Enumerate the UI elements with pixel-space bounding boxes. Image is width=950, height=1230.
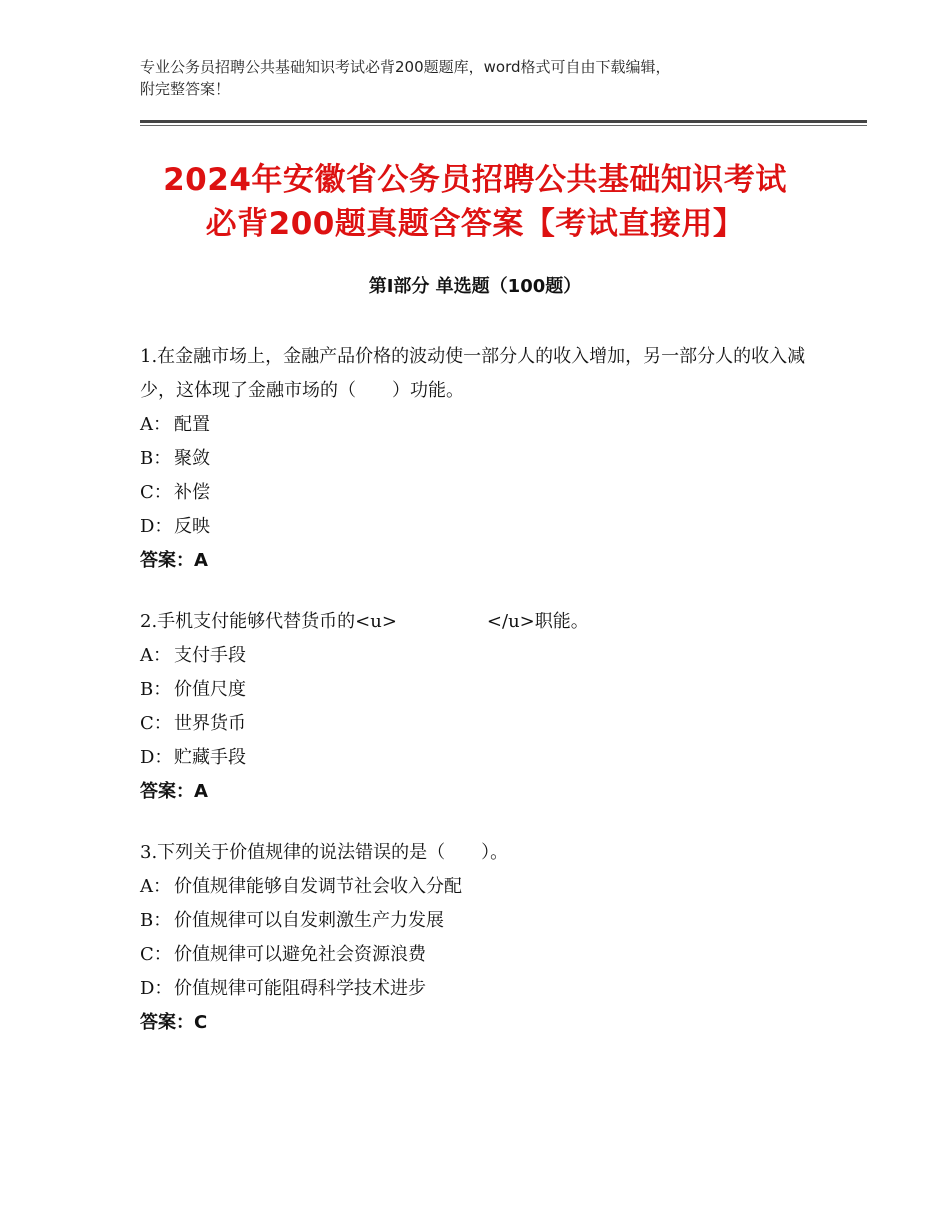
question-list [140, 340, 820, 1067]
option-b [140, 904, 820, 938]
option-b [140, 673, 820, 707]
option-a [140, 870, 820, 904]
option-b [140, 442, 820, 476]
document-title-line-1: 2024年安徽省公务员招聘公共基础知识考试 [163, 162, 787, 198]
header-note-line-2: 附完整答案！ [140, 80, 231, 98]
section-title: 第Ⅰ部分 单选题（100题） [368, 276, 582, 297]
answer-line: 答案：A [140, 781, 208, 802]
option-letter: A： [140, 876, 171, 897]
option-c [140, 476, 820, 510]
option-text: 价值规律可以自发刺激生产力发展 [174, 910, 444, 931]
question-stem: 3.下列关于价值规律的说法错误的是（ ）。 [140, 842, 509, 863]
header-note-line-1: 专业公务员招聘公共基础知识考试必背200题题库，word格式可自由下载编辑， [140, 58, 671, 76]
question-stem: 1.在金融市场上，金融产品价格的波动使一部分人的收入增加，另一部分人的收入减少，这体现了金融市场的（ ）功能。 [140, 346, 806, 401]
question-2 [140, 605, 820, 809]
question-stem: 2.手机支付能够代替货币的<u> </u>职能。 [140, 611, 589, 632]
option-letter: B： [140, 910, 172, 931]
option-letter: C： [140, 713, 172, 734]
document-title [100, 158, 850, 246]
document-title-line-2: 必背200题真题含答案【考试直接用】 [205, 206, 745, 242]
header-divider-thick [140, 120, 867, 123]
option-text: 价值规律可能阻碍科学技术进步 [174, 978, 426, 999]
option-letter: B： [140, 448, 172, 469]
question-3 [140, 836, 820, 1040]
option-text: 世界货币 [174, 713, 246, 734]
option-c [140, 938, 820, 972]
option-text: 配置 [174, 414, 210, 435]
option-text: 支付手段 [174, 645, 246, 666]
option-letter: C： [140, 944, 172, 965]
option-text: 价值规律能够自发调节社会收入分配 [174, 876, 462, 897]
option-d [140, 972, 820, 1006]
option-text: 贮藏手段 [174, 747, 246, 768]
option-letter: A： [140, 414, 171, 435]
option-letter: D： [140, 978, 173, 999]
option-a [140, 408, 820, 442]
option-text: 反映 [174, 516, 210, 537]
option-c [140, 707, 820, 741]
question-1 [140, 340, 820, 578]
option-d [140, 741, 820, 775]
option-letter: D： [140, 747, 173, 768]
option-letter: B： [140, 679, 172, 700]
option-text: 补偿 [174, 482, 210, 503]
option-letter: D： [140, 516, 173, 537]
option-letter: C： [140, 482, 172, 503]
option-text: 价值尺度 [174, 679, 246, 700]
option-text: 聚敛 [174, 448, 210, 469]
answer-line: 答案：C [140, 1012, 208, 1033]
answer-line: 答案：A [140, 550, 208, 571]
option-d [140, 510, 820, 544]
option-a [140, 639, 820, 673]
option-text: 价值规律可以避免社会资源浪费 [174, 944, 426, 965]
header-note [140, 56, 840, 100]
option-letter: A： [140, 645, 171, 666]
header-divider-thin [140, 125, 867, 126]
